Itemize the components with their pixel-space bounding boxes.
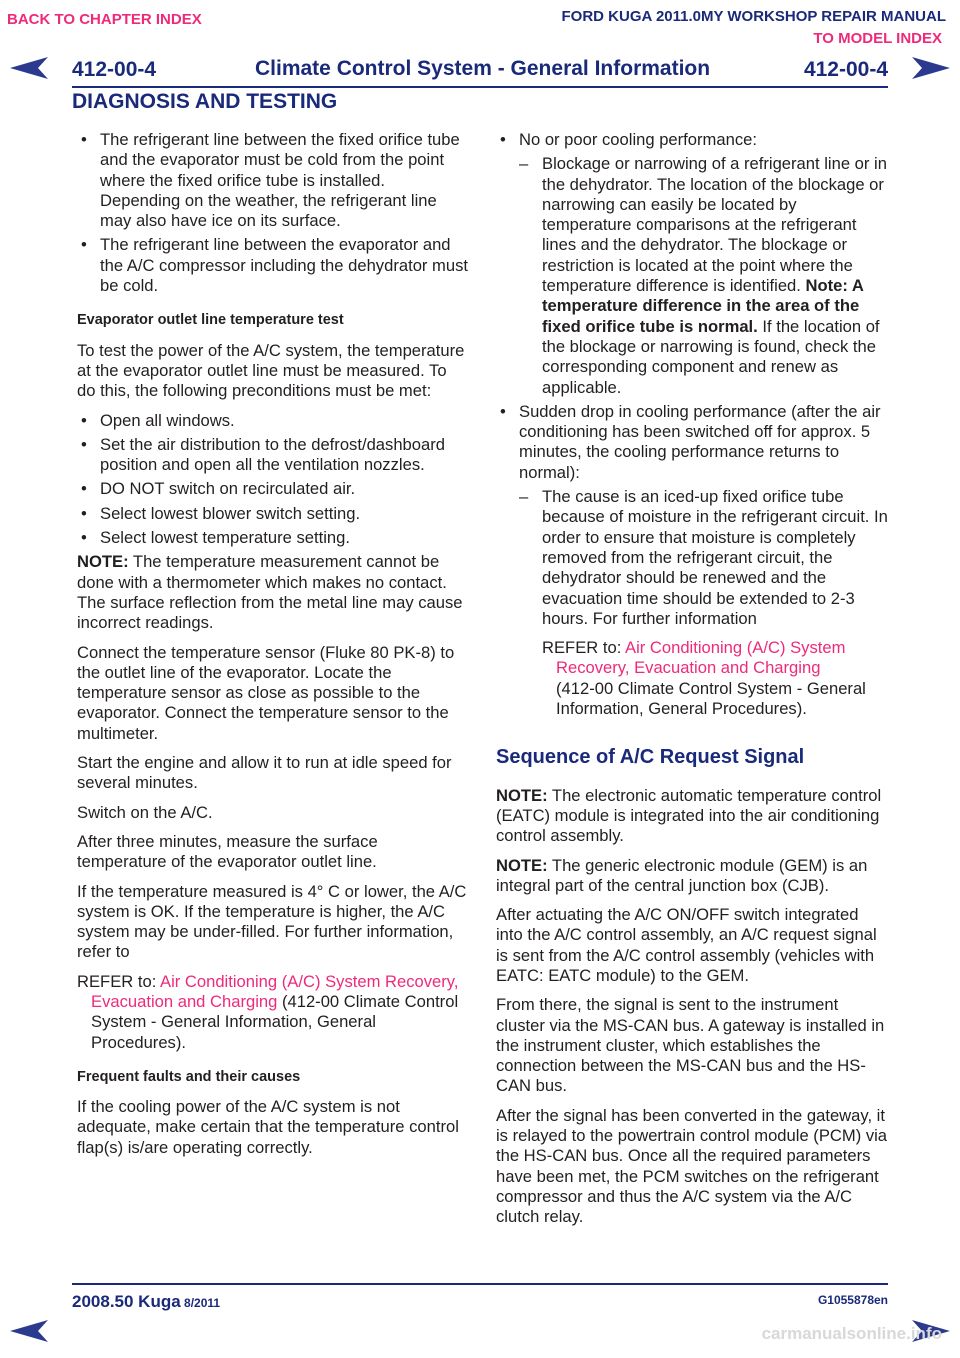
note-label: NOTE: [496, 855, 548, 875]
paragraph: If the temperature measured is 4° C or lower, the A/C system is OK. If the temperature is higher, the A/C system may be under-filled. For further information, refer to [77, 881, 467, 962]
page-number-left: 412-00-4 [72, 58, 157, 81]
note [496, 856, 888, 897]
list-item: • The refrigerant line between the evaporator and the A/C compressor including the dehydrator must be cold. [77, 235, 469, 296]
list-item: • DO NOT switch on recirculated air. [77, 479, 469, 499]
reference [77, 972, 469, 1053]
paragraph: Start the engine and allow it to run at idle speed for several minutes. [77, 753, 452, 793]
list-item: • Select lowest blower switch setting. [77, 504, 469, 524]
watermark: carmanualsonline.info [761, 1324, 942, 1343]
paragraph: To test the power of the A/C system, the temperature at the evaporator outlet line must be measured. To do this, the following preconditions must be met: [77, 340, 465, 401]
note-text: The electronic automatic temperature control (EATC) module is integrated into the air conditioning control assembly. [496, 785, 882, 846]
previous-page-arrow-icon[interactable] [8, 1318, 52, 1344]
reference [542, 638, 888, 719]
paragraph: Connect the temperature sensor (Fluke 80 PK-8) to the outlet line of the evaporator. Locate the temperature sensor as close as possible to the evaporator. Connect the temperature sensor to the multimeter. [77, 642, 455, 743]
refer-label: REFER to: [77, 971, 160, 991]
refer-text: (412-00 Climate Control System - General Information, General Procedures). [91, 991, 459, 1052]
note [77, 552, 469, 633]
previous-page-arrow-icon[interactable] [8, 55, 52, 81]
page-number-right: 412-00-4 [803, 58, 888, 81]
footer-model [72, 1292, 220, 1312]
list-item: • The refrigerant line between the fixed orifice tube and the evaporator must be cold from the point where the fixed orifice tube is installed. Depending on the weather, the refrigerant line may also have ice on its surface. [77, 130, 469, 231]
note-text: The generic electronic module (GEM) is an integral part of the central junction box (CJB). [496, 855, 868, 895]
refer-text: (412-00 Climate Control System - General Information, General Procedures). [556, 678, 866, 719]
header-rule [72, 86, 888, 88]
paragraph: From there, the signal is sent to the instrument cluster via the MS-CAN bus. A gateway is installed in the instrument cluster, which establishes the connection between the MS-CAN bus and the HS-CAN bus. [496, 995, 885, 1096]
list-item-text: If the location of the blockage or narrowing is found, check the corresponding component and renew as applicable. [542, 316, 880, 397]
list-item-text: Blockage or narrowing of a refrigerant line or in the dehydrator. The location of the blockage or narrowing can easily be located by temperature comparisons at the refrigerant lines and the dehydrator. The blockage or restriction is located at the point where the temperature difference is identified. [542, 154, 887, 296]
evaporator-test-heading: Evaporator outlet line temperature test [77, 312, 344, 329]
list-item [519, 154, 888, 398]
sub-list [519, 487, 888, 719]
list-item-text: No or poor cooling performance: [519, 130, 757, 149]
left-column [77, 130, 469, 1167]
precondition-list [77, 411, 469, 549]
footer-rule [72, 1283, 888, 1285]
list-item: • Select lowest temperature setting. [77, 528, 469, 548]
fault-list [496, 130, 888, 719]
list-item-text: Sudden drop in cooling performance (after the air conditioning has been switched off for approx. 5 minutes, the cooling performance returns to normal): [519, 401, 881, 482]
frequent-faults-heading: Frequent faults and their causes [77, 1068, 301, 1085]
footer-date: 8/2011 [180, 1296, 221, 1310]
note-label: NOTE: [496, 785, 548, 805]
note [496, 786, 888, 847]
to-model-index-link[interactable]: TO MODEL INDEX [813, 30, 942, 47]
right-column [496, 130, 888, 1237]
next-page-arrow-icon[interactable] [908, 55, 952, 81]
list-item [519, 487, 888, 719]
ac-recovery-link[interactable]: Air Conditioning (A/C) System Recovery, Evacuation and Charging [91, 971, 459, 1011]
sub-list [519, 154, 888, 398]
paragraph: If the cooling power of the A/C system is not adequate, make certain that the temperature control flap(s) is/are operating correctly. [77, 1097, 459, 1157]
condition-list [77, 130, 469, 296]
list-item: • Set the air distribution to the defrost/dashboard position and open all the ventilation nozzles. [77, 435, 469, 476]
list-item: • Open all windows. [77, 411, 469, 431]
model-name: 2008.50 Kuga [72, 1292, 181, 1311]
list-item [496, 130, 888, 398]
section-title: DIAGNOSIS AND TESTING [72, 90, 338, 113]
list-item [496, 402, 888, 719]
back-to-chapter-index-link[interactable]: BACK TO CHAPTER INDEX [7, 11, 202, 28]
paragraph: After three minutes, measure the surface temperature of the evaporator outlet line. [77, 831, 378, 872]
note-inline: Note: A temperature difference in the area of the fixed orifice tube is normal. [542, 276, 864, 336]
note-text: The temperature measurement cannot be done with a thermometer which makes no contact. The surface reflection from the metal line may cause incorrect readings. [77, 552, 463, 633]
refer-label: REFER to: [542, 638, 625, 658]
list-item-text: The cause is an iced-up fixed orifice tube because of moisture in the refrigerant circuit. In order to ensure that moisture is completely removed from the refrigerant circuit, the dehydrator should be renewed and the evacuation time should be extended to 2-3 hours. For further information [542, 487, 888, 628]
note-label: NOTE: [77, 552, 129, 572]
sequence-heading: Sequence of A/C Request Signal [496, 746, 805, 769]
paragraph: After actuating the A/C ON/OFF switch integrated into the A/C control assembly, an A/C request signal is sent from the A/C control assembly (vehicles with EATC: EATC module) to the GEM. [496, 905, 877, 985]
page-title: Climate Control System - General Information [255, 57, 711, 80]
manual-title: FORD KUGA 2011.0MY WORKSHOP REPAIR MANUAL [561, 8, 946, 25]
paragraph: Switch on the A/C. [77, 802, 213, 822]
ac-recovery-link[interactable]: Air Conditioning (A/C) System Recovery, Evacuation and Charging [556, 638, 846, 678]
paragraph: After the signal has been converted in the gateway, it is relayed to the powertrain control module (PCM) via the HS-CAN bus. Once all the required parameters have been met, the PCM switches on the refrigerant compressor and thus the A/C system via the A/C clutch relay. [496, 1105, 888, 1227]
document-code: G1055878en [817, 1293, 888, 1307]
